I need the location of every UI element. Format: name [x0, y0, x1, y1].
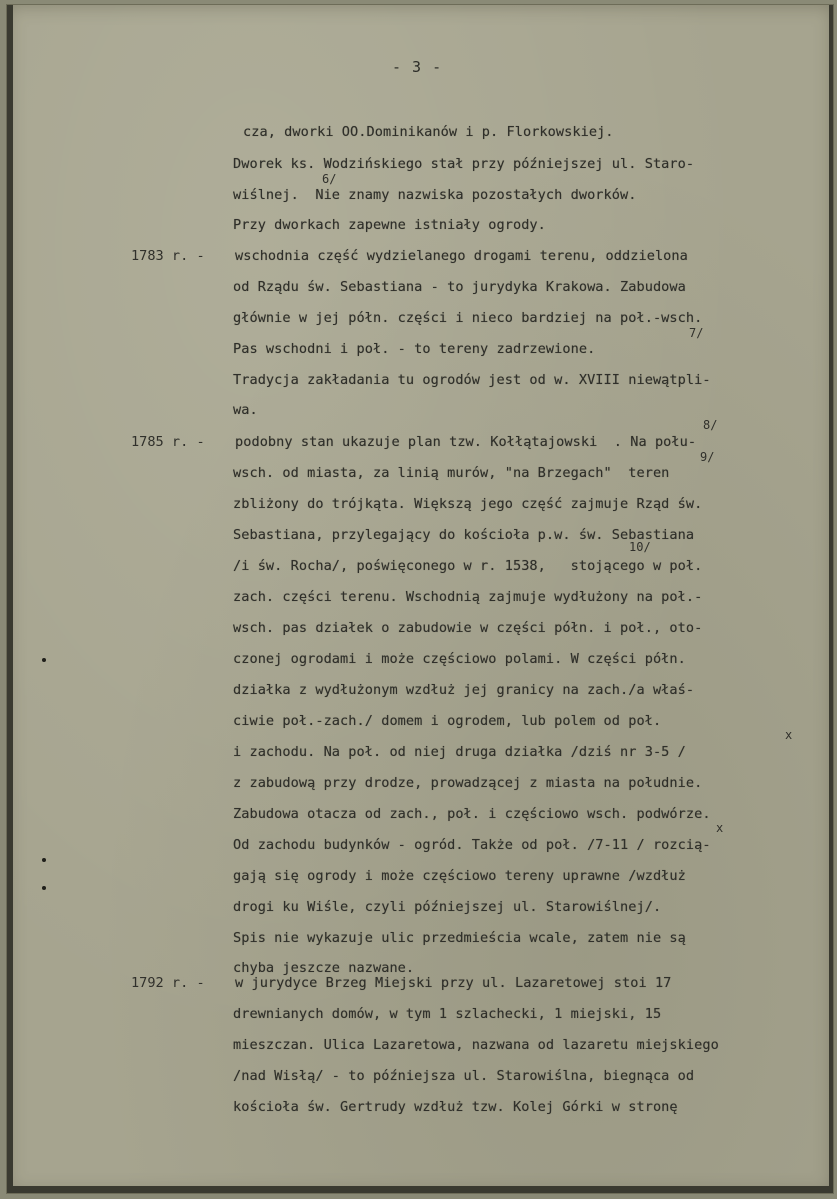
text-line: z zabudową przy drodze, prowadzącej z miasta na południe. — [233, 775, 703, 791]
text-line: /i św. Rocha/, poświęconego w r. 1538, stojącego w poł. — [233, 558, 703, 574]
text-line: Spis nie wykazuje ulic przedmieścia wcale, zatem nie są — [233, 930, 686, 946]
text-line: gają się ogrody i może częściowo tereny uprawne /wzdłuż — [233, 868, 686, 884]
text-line: zbliżony do trójkąta. Większą jego część zajmuje Rząd św. — [233, 496, 703, 512]
text-line: drewnianych domów, w tym 1 szlachecki, 1 miejski, 15 — [233, 1006, 662, 1022]
text-line: głównie w jej półn. części i nieco bardziej na poł.-wsch. — [233, 310, 703, 326]
text-line: ciwie poł.-zach./ domem i ogrodem, lub polem od poł. — [233, 713, 662, 729]
text-line: wsch. od miasta, za linią murów, "na Brzegach" teren — [233, 465, 670, 481]
bottom-page-edge — [7, 1186, 833, 1193]
margin-dot — [42, 858, 46, 862]
text-line: mieszczan. Ulica Lazaretowa, nazwana od lazaretu miejskiego — [233, 1037, 719, 1053]
text-line: zach. części terenu. Wschodnią zajmuje wydłużony na poł.- — [233, 589, 703, 605]
text-line: wa. — [233, 402, 258, 418]
margin-dot — [42, 658, 46, 662]
text-line: i zachodu. Na poł. od niej druga działka /dziś nr 3-5 / — [233, 744, 686, 760]
text-line: wsch. pas działek o zabudowie w części półn. i poł., oto- — [233, 620, 703, 636]
entry-year: 1783 r. - — [131, 248, 205, 264]
right-page-edge — [829, 5, 833, 1193]
footnote-marker: 9/ — [700, 450, 715, 464]
text-line: Pas wschodni i poł. - to tereny zadrzewione. — [233, 341, 596, 357]
entry-year: 1792 r. - — [131, 975, 205, 991]
text-line: działka z wydłużonym wzdłuż jej granicy na zach./a właś- — [233, 682, 695, 698]
margin-dot — [42, 886, 46, 890]
footnote-marker: 8/ — [703, 418, 718, 432]
text-line: Zabudowa otacza od zach., poł. i częściowo wsch. podwórze. — [233, 806, 711, 822]
text-line: cza, dworki OO.Dominikanów i p. Florkowskiej. — [243, 124, 614, 140]
footnote-marker: 7/ — [689, 326, 704, 340]
text-line: Sebastiana, przylegający do kościoła p.w. św. Sebastiana — [233, 527, 695, 543]
text-line: w jurydyce Brzeg Miejski przy ul. Lazaretowej stoi 17 — [235, 975, 672, 991]
page-number: - 3 - — [392, 58, 443, 76]
text-line: Tradycja zakładania tu ogrodów jest od w. XVIII niewątpli- — [233, 372, 711, 388]
text-line: wiślnej. Nie znamy nazwiska pozostałych dworków. — [233, 187, 637, 203]
entry-year: 1785 r. - — [131, 434, 205, 450]
text-line: czonej ogrodami i może częściowo polami. W części półn. — [233, 651, 686, 667]
text-line: /nad Wisłą/ - to późniejsza ul. Starowiślna, biegnąca od — [233, 1068, 695, 1084]
text-line: Od zachodu budynków - ogród. Także od poł. /7-11 / rozcią- — [233, 837, 711, 853]
text-line: podobny stan ukazuje plan tzw. Kołłątajowski . Na połu- — [235, 434, 697, 450]
text-line: wschodnia część wydzielanego drogami terenu, oddzielona — [235, 248, 688, 264]
left-page-edge — [7, 5, 13, 1193]
footnote-marker: x — [785, 728, 793, 742]
text-line: od Rządu św. Sebastiana - to jurydyka Krakowa. Zabudowa — [233, 279, 686, 295]
footnote-marker: 6/ — [322, 172, 337, 186]
text-line: kościoła św. Gertrudy wzdłuż tzw. Kolej Górki w stronę — [233, 1099, 678, 1115]
footnote-marker: x — [716, 821, 724, 835]
footnote-marker: 10/ — [629, 540, 651, 554]
text-line: Przy dworkach zapewne istniały ogrody. — [233, 217, 546, 233]
text-line: drogi ku Wiśle, czyli późniejszej ul. Starowiślnej/. — [233, 899, 662, 915]
text-line: chyba jeszcze nazwane. — [233, 960, 415, 976]
text-line: Dworek ks. Wodzińskiego stał przy późniejszej ul. Staro- — [233, 156, 695, 172]
